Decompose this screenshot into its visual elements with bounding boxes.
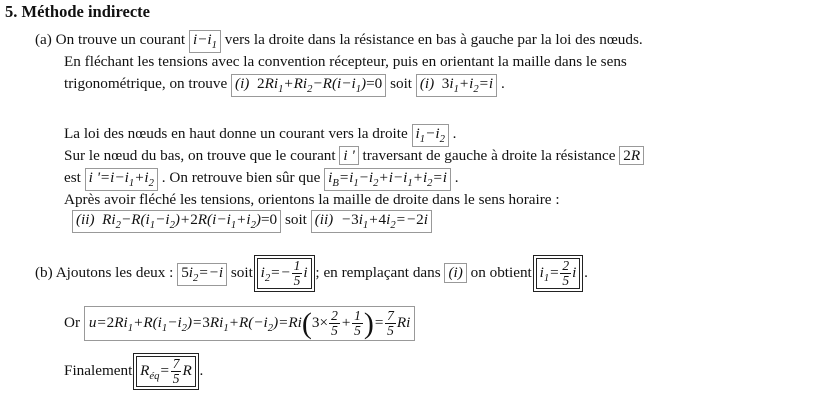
part-a-line-3: trigonométrique, on trouve (i) $2Ri_1+Ri_2-R(i-i_1)=0$ soit (i) $3i_1+i_2=i$ . [64, 74, 505, 97]
part-a-line-4: La loi des nœuds en haut donne un courant vers la droite $i_1-i_2$ . [64, 124, 456, 147]
part-a-line-2: En fléchant les tensions avec la convention récepteur, puis en orientant la maille dans le sens [64, 53, 627, 70]
part-b-label: (b) [35, 264, 53, 282]
part-b-line-2: Or $u=2Ri_1+R(i_1-i_2)=3Ri_1+R(-i_2)=Ri(3\times$ $\frac{2}{5}$ + $\frac{1}{5}$ )= $\frac{7}{5}$ Ri [64, 306, 415, 341]
part-a-line-8: (ii) $Ri_2-R(i_1-i_2)+2R(i-i_1+i_2)=0$ soit $(ii) -3i_1+4i_2=-2i$ [72, 210, 432, 233]
result-i1: $i_1=$ $\frac{2}{5}$ i [536, 258, 581, 289]
part-b-line-1: (b) Ajoutons les deux : $5i_2=-i$ soit $i_2=-$ $\frac{1}{5}$ i ; en remplaçant dans (i) on obtient $i_1=$ $\frac{2}{5}$ i . [35, 258, 588, 289]
formula-i1-minus-i2: $i_1-i_2$ [412, 124, 449, 147]
formula-current-i-minus-i1: $i-i_1$ [189, 30, 221, 53]
part-a-line-7: Après avoir fléché les tensions, orientons la maille de droite dans le sens horaire : [64, 191, 560, 208]
formula-2R: 2R [619, 146, 644, 165]
formula-i-prime: i ' [339, 146, 358, 165]
part-a-line-5: Sur le nœud du bas, on trouve que le courant i ' traversant de gauche à droite la résistance 2R [64, 146, 644, 165]
formula-i-prime-expression: i '$=i-i_1+i_2$ [85, 168, 158, 191]
equation-i-simplified: (i) $3i_1+i_2=i$ [416, 74, 497, 97]
part-a-line-1: (a) On trouve un courant $i-i_1$ vers la droite dans la résistance en bas à gauche par la loi des nœuds. [35, 30, 643, 53]
equation-sum: $5i_2=-i$ [177, 263, 227, 286]
equation-u: $u=2Ri_1+R(i_1-i_2)=3Ri_1+R(-i_2)=Ri(3\times$ $\frac{2}{5}$ + $\frac{1}{5}$ )= $\frac{7}{5}$ Ri [84, 306, 415, 341]
part-a-label: (a) [35, 31, 52, 48]
result-i2: $i_2=-$ $\frac{1}{5}$ i [257, 258, 312, 289]
equation-ii: (ii) $Ri_2-R(i_1-i_2)+2R(i-i_1+i_2)=0$ [72, 210, 281, 233]
equation-ii-simplified: $(ii) -3i_1+4i_2=-2i$ [311, 210, 432, 233]
section-title: 5. Méthode indirecte [5, 2, 150, 21]
equation-ref-i: (i) [444, 263, 466, 282]
part-a-line-6: est i '$=i-i_1+i_2$ . On retrouve bien sûr que $i_B=i_1-i_2+i-i_1+i_2=i$ . [64, 168, 459, 191]
part-b-line-3: Finalement $R_{éq}=$ $\frac{7}{5}$ R . [64, 356, 204, 387]
result-Req: $R_{éq}=$ $\frac{7}{5}$ R [136, 356, 196, 387]
formula-iB: $i_B=i_1-i_2+i-i_1+i_2=i$ [324, 168, 451, 191]
equation-i: (i) $2Ri_1+Ri_2-R(i-i_1)=0$ [231, 74, 386, 97]
